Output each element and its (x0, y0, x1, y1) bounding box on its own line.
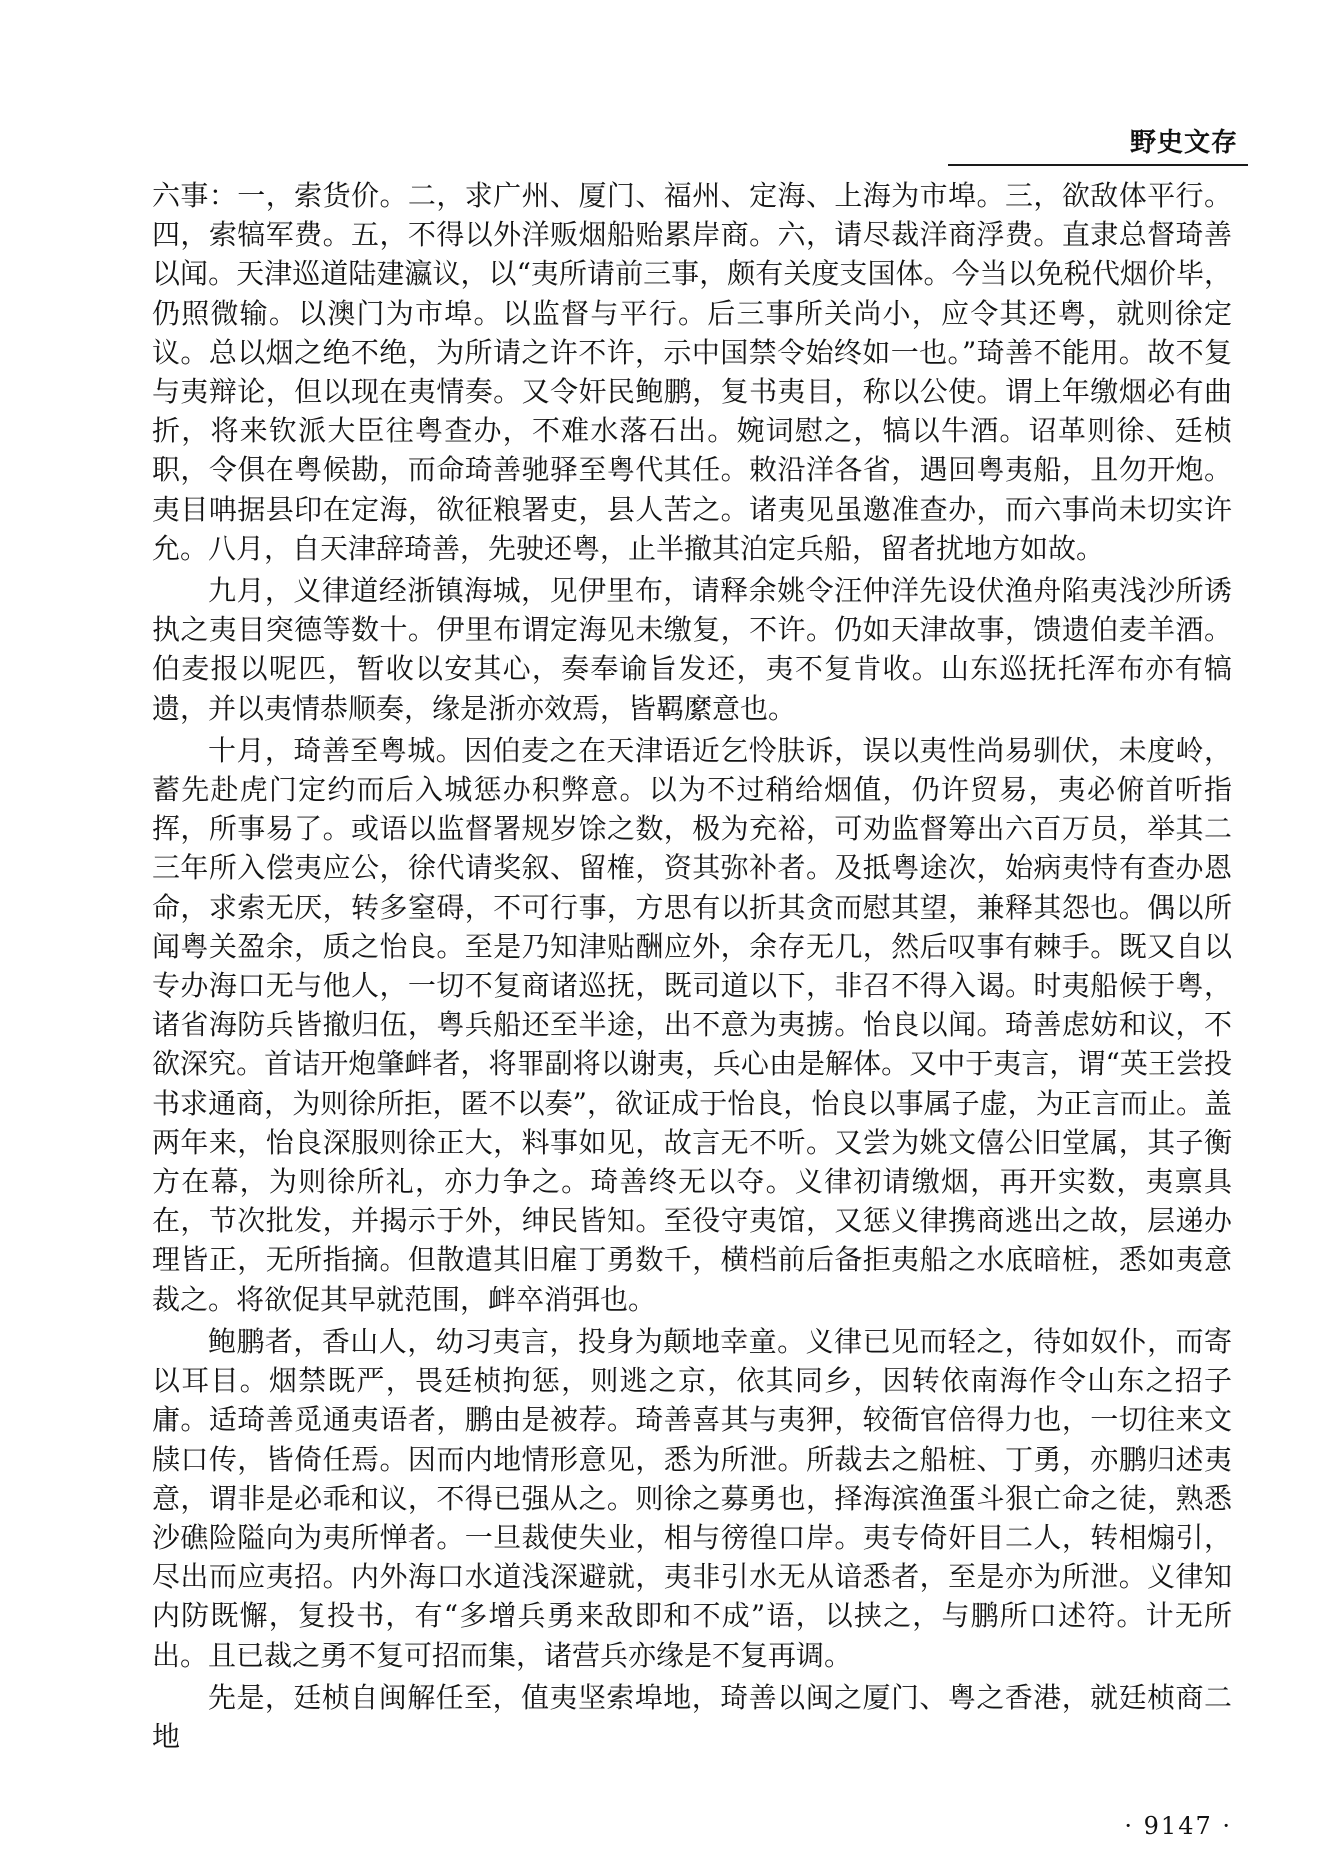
paragraph-3: 十月，琦善至粤城。因伯麦之在天津语近乞怜肤诉，误以夷性尚易驯伏，未度岭，蓄先赴虎门定约而后入城惩办积弊意。以为不过稍给烟值，仍许贸易，夷必俯首听指挥，所事易了。或语以监督署规岁馀之数，极为充裕，可劝监督筹出六百万员，举其二三年所入偿夷应公，徐代请奖叙、留榷，资其弥补者。及抵粤途次，始病夷恃有查办恩命，求索无厌，转多窒碍，不可行事，方思有以折其贪而慰其望，兼释其怨也。偶以所闻粤关盈余，质之怡良。至是乃知津贴酬应外，余存无几，然后叹事有棘手。既又自以专办海口无与他人，一切不复商诸巡抚，既司道以下，非召不得入谒。时夷船候于粤，诸省海防兵皆撤归伍，粤兵船还至半途，出不意为夷掳。怡良以闻。琦善虑妨和议，不欲深究。首诘开炮肇衅者，将罪副将以谢夷，兵心由是解体。又中于夷言，谓“英王尝投书求通商，为则徐所拒，匿不以奏”，欲证成于怡良，怡良以事属子虚，为正言而止。盖两年来，怡良深服则徐正大，料事如见，故言无不听。又尝为姚文僖公旧堂属，其子衡方在幕，为则徐所礼，亦力争之。琦善终无以夺。义律初请缴烟，再开实数，夷禀具在，节次批发，并揭示于外，绅民皆知。至役守夷馆，又惩义律携商逃出之故，层递办理皆正，无所指摘。但散遣其旧雇丁勇数千，横档前后备拒夷船之水底暗桩，悉如夷意裁之。将欲促其早就范围，衅卒消弭也。 (152, 733, 1232, 1316)
paragraph-1: 六事：一，索货价。二，求广州、厦门、福州、定海、上海为市埠。三，欲敌体平行。四，索犒军费。五，不得以外洋贩烟船贻累岸商。六，请尽裁洋商浮费。直隶总督琦善以闻。天津巡道陆建瀛议，以“夷所请前三事，颇有关度支国体。今当以免税代烟价毕，仍照微输。以澳门为市埠。以监督与平行。后三事所关尚小，应令其还粤，就则徐定议。总以烟之绝不绝，为所请之许不许，示中国禁令始终如一也。”琦善不能用。故不复与夷辩论，但以现在夷情奏。又令奸民鲍鹏，复书夷目，称以公使。谓上年缴烟必有曲折，将来钦派大臣往粤查办，不难水落石出。婉词慰之，犒以牛酒。诏革则徐、廷桢职，令俱在粤候勘，而命琦善驰驿至粤代其任。敕沿洋各省，遇回粤夷船，且勿开炮。夷目呥据县印在定海，欲征粮署吏，县人苦之。诸夷见虽邀准查办，而六事尚未切实许允。八月，自天津辞琦善，先驶还粤，止半撤其泊定兵船，留者扰地方如故。 (152, 179, 1232, 565)
paragraph-5: 先是，廷桢自闽解任至，值夷坚索埠地，琦善以闽之厦门、粤之香港，就廷桢商二地 (152, 1680, 1232, 1753)
body-text (152, 176, 1232, 1753)
paragraph-2: 九月，义律道经浙镇海城，见伊里布，请释余姚令汪仲洋先设伏渔舟陷夷浅沙所诱执之夷目突德等数十。伊里布谓定海见未缴复，不许。仍如天津故事，馈遗伯麦羊酒。伯麦报以呢匹，暂收以安其心，奏奉谕旨发还，夷不复肯收。山东巡抚托浑布亦有犒遗，并以夷情恭顺奏，缘是浙亦效焉，皆羁縻意也。 (152, 574, 1232, 725)
header-rule (948, 164, 1248, 166)
paragraph-4: 鲍鹏者，香山人，幼习夷言，投身为颠地幸童。义律已见而轻之，待如奴仆，而寄以耳目。烟禁既严，畏廷桢拘惩，则逃之京，依其同乡，因转依南海作令山东之招子庸。适琦善觅通夷语者，鹏由是被荐。琦善喜其与夷狎，较衙官倍得力也，一切往来文牍口传，皆倚任焉。因而内地情形意见，悉为所泄。所裁去之船桩、丁勇，亦鹏归述夷意，谓非是必乖和议，不得已强从之。则徐之募勇也，择海滨渔蛋斗狠亡命之徒，熟悉沙礁险隘向为夷所惮者。一旦裁使失业，相与徬徨口岸。夷专倚奸目二人，转相煽引，尽出而应夷招。内外海口水道浅深避就，夷非引水无从谙悉者，至是亦为所泄。义律知内防既懈，复投书，有“多增兵勇来敌即和不成”语，以挟之，与鹏所口述符。计无所出。且已裁之勇不复可招而集，诸营兵亦缘是不复再调。 (152, 1324, 1232, 1672)
page-number: · 9147 · (1124, 1812, 1232, 1840)
running-header-title: 野史文存 (1129, 128, 1238, 158)
